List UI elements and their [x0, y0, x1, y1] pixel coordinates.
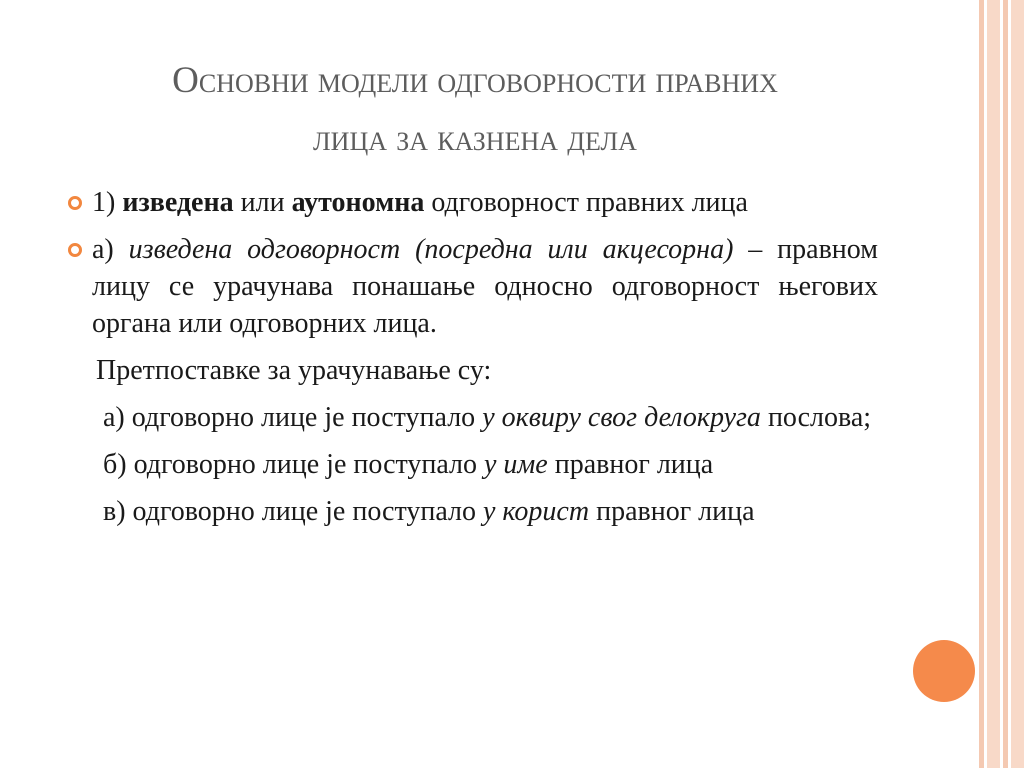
assumptions-heading [66, 352, 878, 389]
text-run: 1) [92, 187, 123, 218]
decor-stripe-3 [1003, 0, 1008, 768]
decor-stripe-1 [979, 0, 984, 768]
text-run: – правном лицу се урачунава понашање односно одговорност његових органа или одговорних лица. [92, 234, 878, 339]
decor-circle [913, 640, 975, 702]
italic-term: у оквиру свог делокруга [482, 402, 761, 433]
slide-body [66, 184, 878, 540]
title-line-2: лица за казнена дела [313, 118, 637, 159]
decor-stripe-2 [987, 0, 1000, 768]
italic-term: изведена одговорност (посредна или акцесорна) [128, 234, 734, 265]
bullet-icon [68, 243, 82, 257]
slide-title [60, 52, 890, 168]
bullet-item-2 [66, 231, 878, 342]
text-run: Претпоставке за урачунавање су: [96, 355, 492, 386]
text-run: а) [92, 234, 129, 265]
condition-b [66, 446, 878, 483]
text-run: правног лица [547, 449, 714, 480]
text-run: а) одговорно лице је поступало [103, 402, 483, 433]
condition-a [66, 399, 878, 436]
bold-term-autonomous: аутономна [291, 187, 425, 218]
text-run: или [233, 187, 292, 218]
text-run: б) одговорно лице је поступало [103, 449, 484, 480]
title-line-1: Основни модели одговорности правних [172, 60, 778, 101]
bullet-item-1 [66, 184, 878, 221]
italic-term: у корист [482, 496, 590, 527]
condition-c [66, 493, 878, 530]
text-run: послова; [760, 402, 872, 433]
bold-term-derived: изведена [122, 187, 234, 218]
italic-term: у име [484, 449, 548, 480]
text-run: одговорност правних лица [424, 187, 748, 218]
text-run: в) одговорно лице је поступало [103, 496, 483, 527]
decor-stripe-4 [1011, 0, 1024, 768]
bullet-icon [68, 196, 82, 210]
text-run: правног лица [589, 496, 755, 527]
